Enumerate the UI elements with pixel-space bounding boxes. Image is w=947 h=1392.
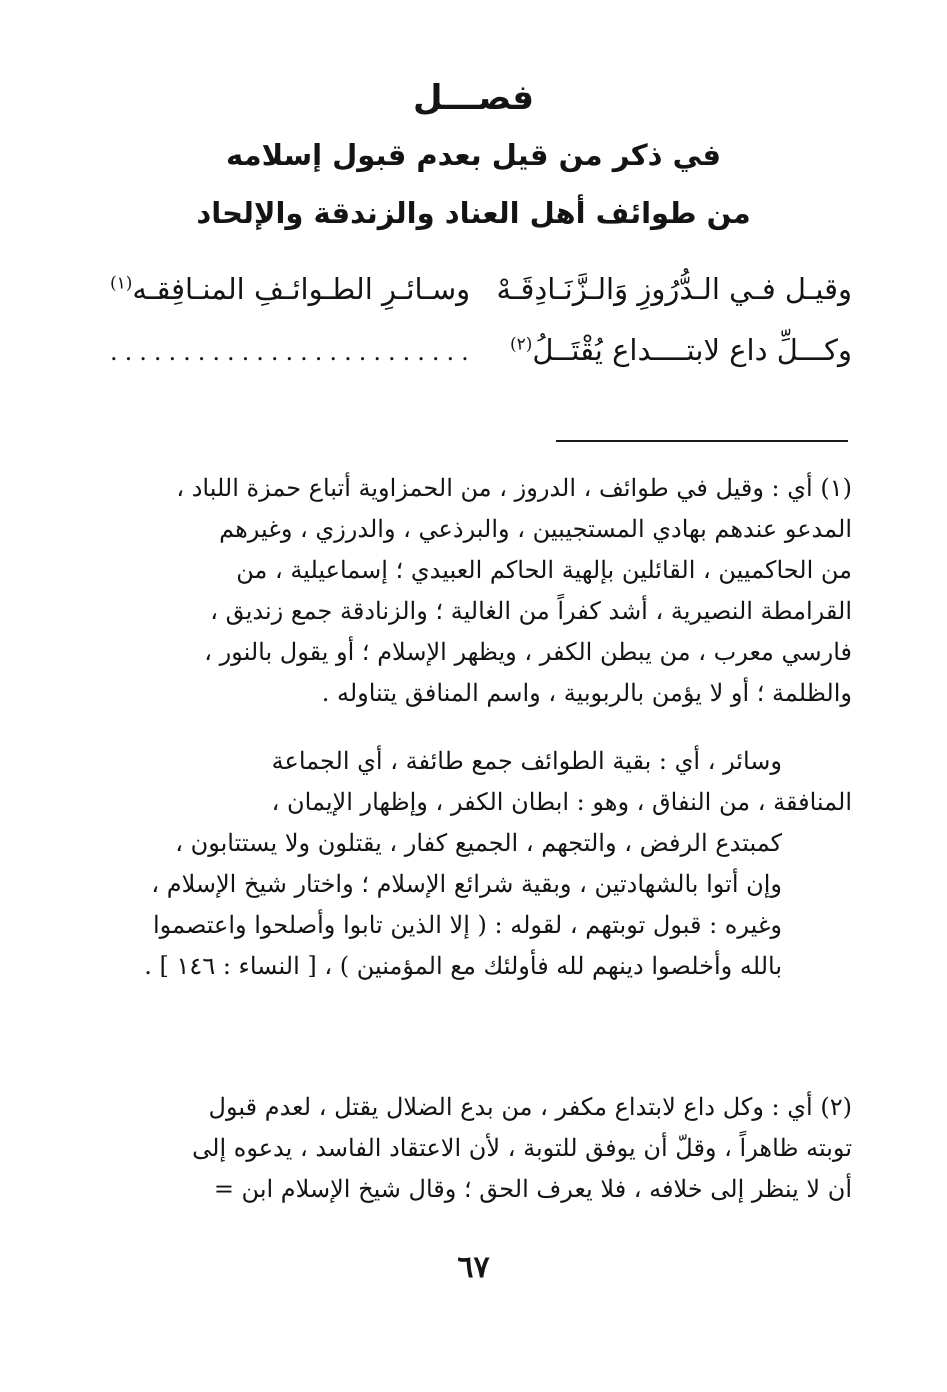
footnote-2-marker: (٢) (820, 1093, 852, 1121)
footnote-1-line: القرامطة النصيرية ، أشد كفراً من الغالية ؛ والزنادقة جمع زنديق ، (210, 597, 852, 625)
verse-2-ellipsis-dots: ......................... (110, 338, 476, 366)
footnote-1-p2-line: وغيره : قبول توبتهم ، لقوله : ( إلا الذين تابوا وأصلحوا واعتصموا (153, 911, 782, 939)
verse-1-first-hemistich: وقيـل فـي الـدُّرُوزِ وَالـزَّنَـادِقَـهْ (496, 272, 852, 306)
footnote-1-p2-line: وسائر ، أي : بقية الطوائف جمع طائفة ، أي الجماعة (271, 747, 782, 775)
footnote-1-line: والظلمة ؛ أو لا يؤمن بالربوبية ، واسم المنافق يتناوله . (321, 679, 852, 707)
footnote-2-text: أي : وكل داع لابتداع مكفر ، من بدع الضلال يقتل ، لعدم قبول (208, 1093, 813, 1121)
footnote-1-line: من الحاكميين ، القائلين بإلهية الحاكم العبيدي ؛ إسماعيلية ، من (236, 556, 852, 584)
footnote-separator-rule (556, 440, 848, 442)
footnote-1-p2-line: المنافقة ، من النفاق ، وهو : ابطان الكفر ، وإظهار الإيمان ، (271, 788, 852, 816)
footnote-1-marker: (١) (820, 474, 852, 502)
footnote-ref-1: (١) (110, 273, 133, 294)
footnote-ref-2: (٢) (510, 334, 533, 355)
footnote-2-line (110, 1087, 852, 1128)
footnote-2 (110, 1087, 852, 1210)
footnote-1-line (110, 468, 852, 509)
footnote-1-line: المدعو عندهم بهادي المستجيبين ، والبرذعي ، والدرزي ، وغيرهم (219, 515, 852, 543)
section-subtitle-line-2: من طوائف أهل العناد والزندقة والإلحاد (196, 196, 751, 230)
footnote-1 (110, 468, 852, 714)
footnote-1-p2-line: بالله وأخلصوا دينهم لله فأولئك مع المؤمنين ) ، [ النساء : ١٤٦ ] . (144, 952, 782, 980)
footnote-2-line: أن لا ينظر إلى خلافه ، فلا يعرف الحق ؛ وقال شيخ الإسلام ابن = (213, 1175, 852, 1203)
section-heading: فصـــل (413, 78, 534, 118)
footnote-1-p2-line: وإن أتوا بالشهادتين ، وبقية شرائع الإسلام ؛ واختار شيخ الإسلام ، (151, 870, 782, 898)
footnote-1-text: أي : وقيل في طوائف ، الدروز ، من الحمزاوية أتباع حمزة اللباد ، (176, 474, 813, 502)
verse-1-text: وسـائـرِ الطـوائـفِ المنـافِقـه (132, 272, 471, 306)
verse-2-text: وكـــلِّ داع لابتــــداع يُقْتَــلُ (532, 333, 852, 367)
footnote-1-line: فارسي معرب ، من يبطن الكفر ، ويظهر الإسلام ؛ أو يقول بالنور ، (204, 638, 852, 666)
footnote-1-p2-line: كمبتدع الرفض ، والتجهم ، الجميع كفار ، يقتلون ولا يستتابون ، (175, 829, 782, 857)
verse-2-first-hemistich (510, 333, 852, 367)
verse-1-second-hemistich (110, 272, 470, 306)
section-subtitle-line-1: في ذكر من قيل بعدم قبول إسلامه (226, 138, 721, 172)
page-number: ٦٧ (457, 1250, 490, 1285)
footnote-2-line: توبته ظاهراً ، وقلّ أن يوفق للتوبة ، لأن الاعتقاد الفاسد ، يدعوه إلى (192, 1134, 852, 1162)
footnote-1-paragraph-2 (110, 741, 852, 987)
